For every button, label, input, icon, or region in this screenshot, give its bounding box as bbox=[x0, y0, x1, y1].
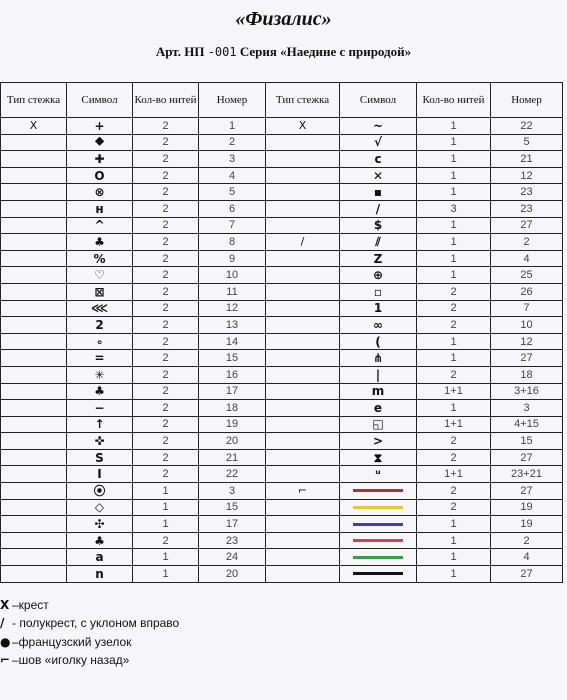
symbol-cell: % bbox=[67, 250, 133, 267]
stitch-type-cell bbox=[1, 134, 67, 151]
thread-count-cell: 2 bbox=[133, 366, 199, 383]
thread-count-cell: 2 bbox=[417, 449, 491, 466]
number-cell: 25 bbox=[491, 267, 563, 284]
stitch-type-cell bbox=[1, 184, 67, 201]
table-row bbox=[1, 433, 563, 450]
symbol-cell: + bbox=[67, 118, 133, 135]
thread-count-cell: 1 bbox=[417, 151, 491, 168]
legend-item bbox=[0, 653, 129, 667]
symbol-cell: c bbox=[340, 151, 417, 168]
symbol-cell: ⫽ bbox=[340, 234, 417, 251]
symbol-cell: ⊗ bbox=[67, 184, 133, 201]
thread-count-cell: 2 bbox=[417, 283, 491, 300]
number-cell: 5 bbox=[491, 134, 563, 151]
number-cell: 5 bbox=[199, 184, 266, 201]
legend-item bbox=[0, 598, 49, 612]
thread-count-cell: 2 bbox=[133, 317, 199, 334]
thread-count-cell: 2 bbox=[133, 234, 199, 251]
symbol-cell: > bbox=[340, 433, 417, 450]
thread-line-swatch bbox=[353, 572, 403, 575]
thread-count-cell: 2 bbox=[133, 118, 199, 135]
symbol-cell: ᵘ bbox=[340, 466, 417, 483]
stitch-type-cell: / bbox=[266, 234, 340, 251]
stitch-type-cell bbox=[1, 466, 67, 483]
stitch-type-cell bbox=[1, 383, 67, 400]
thread-count-cell: 2 bbox=[417, 499, 491, 516]
symbol-cell: / bbox=[340, 200, 417, 217]
stitch-type-cell bbox=[1, 449, 67, 466]
legend-item bbox=[0, 616, 179, 630]
thread-count-cell: 1 bbox=[417, 566, 491, 583]
thread-count-cell: 3 bbox=[417, 200, 491, 217]
stitch-type-cell bbox=[1, 234, 67, 251]
line-color-cell bbox=[340, 549, 417, 566]
thread-count-cell: 2 bbox=[133, 217, 199, 234]
number-cell: 27 bbox=[491, 217, 563, 234]
number-cell: 20 bbox=[199, 433, 266, 450]
header-stitch-type-left: Тип стежка bbox=[1, 83, 67, 118]
stitch-type-cell bbox=[1, 250, 67, 267]
legend-symbol: ⌐ bbox=[0, 653, 11, 667]
stitch-type-cell: X bbox=[1, 118, 67, 135]
thread-count-cell: 1 bbox=[417, 184, 491, 201]
number-cell: 17 bbox=[199, 516, 266, 533]
table-row bbox=[1, 333, 563, 350]
thread-count-cell: 2 bbox=[133, 400, 199, 417]
symbol-cell: I bbox=[67, 466, 133, 483]
symbol-cell: − bbox=[67, 400, 133, 417]
stitch-type-cell bbox=[266, 317, 340, 334]
stitch-type-cell bbox=[266, 416, 340, 433]
number-cell: 2 bbox=[199, 134, 266, 151]
thread-line-swatch bbox=[353, 506, 403, 509]
symbol-cell: ↑ bbox=[67, 416, 133, 433]
thread-count-cell: 1 bbox=[133, 549, 199, 566]
stitch-type-cell bbox=[1, 167, 67, 184]
thread-line-swatch bbox=[353, 556, 403, 559]
thread-count-cell: 1 bbox=[417, 532, 491, 549]
number-cell: 23 bbox=[199, 532, 266, 549]
stitch-type-cell bbox=[1, 350, 67, 367]
number-cell: 18 bbox=[199, 400, 266, 417]
thread-count-cell: 2 bbox=[133, 283, 199, 300]
symbol-cell: ✣ bbox=[67, 516, 133, 533]
number-cell: 12 bbox=[199, 300, 266, 317]
symbol-cell: ♣ bbox=[67, 234, 133, 251]
thread-count-cell: 1 bbox=[417, 118, 491, 135]
table-row bbox=[1, 267, 563, 284]
table-row bbox=[1, 200, 563, 217]
stitch-type-cell bbox=[266, 516, 340, 533]
stitch-type-cell bbox=[1, 566, 67, 583]
stitch-type-cell bbox=[266, 350, 340, 367]
thread-count-cell: 1 bbox=[417, 400, 491, 417]
symbol-cell: ⋔ bbox=[340, 350, 417, 367]
stitch-type-cell bbox=[1, 317, 67, 334]
stitch-type-cell bbox=[1, 200, 67, 217]
stitch-type-cell bbox=[1, 433, 67, 450]
thread-count-cell: 1 bbox=[133, 566, 199, 583]
number-cell: 19 bbox=[491, 499, 563, 516]
symbol-cell: ⋘ bbox=[67, 300, 133, 317]
stitch-type-cell: X bbox=[266, 118, 340, 135]
stitch-type-cell bbox=[266, 134, 340, 151]
header-number-right: Номер bbox=[491, 83, 563, 118]
legend-symbol: / bbox=[0, 616, 5, 630]
article-code: -001 bbox=[207, 45, 237, 59]
symbol-cell: ♣ bbox=[67, 532, 133, 549]
symbol-cell: e bbox=[340, 400, 417, 417]
number-cell: 2 bbox=[491, 532, 563, 549]
thread-count-cell: 1+1 bbox=[417, 416, 491, 433]
stitch-type-cell bbox=[266, 566, 340, 583]
symbol-cell: S bbox=[67, 449, 133, 466]
line-color-cell bbox=[340, 532, 417, 549]
symbol-cell: ⧗ bbox=[340, 449, 417, 466]
table-row bbox=[1, 400, 563, 417]
thread-count-cell: 2 bbox=[133, 416, 199, 433]
table-row bbox=[1, 118, 563, 135]
number-cell: 19 bbox=[199, 416, 266, 433]
thread-count-cell: 2 bbox=[133, 383, 199, 400]
symbol-cell: ∘ bbox=[67, 333, 133, 350]
number-cell: 1 bbox=[199, 118, 266, 135]
number-cell: 14 bbox=[199, 333, 266, 350]
table-row bbox=[1, 566, 563, 583]
number-cell: 23 bbox=[491, 184, 563, 201]
thread-count-cell: 2 bbox=[417, 300, 491, 317]
table-row bbox=[1, 184, 563, 201]
symbol-cell: 1 bbox=[340, 300, 417, 317]
symbol-cell: н bbox=[67, 200, 133, 217]
thread-line-swatch bbox=[353, 539, 403, 542]
symbol-cell: ⊕ bbox=[340, 267, 417, 284]
stitch-type-cell bbox=[266, 217, 340, 234]
number-cell: 10 bbox=[491, 317, 563, 334]
thread-count-cell: 2 bbox=[133, 433, 199, 450]
legend-symbol: ● bbox=[0, 635, 11, 649]
line-color-cell bbox=[340, 566, 417, 583]
stitch-type-cell bbox=[1, 499, 67, 516]
thread-count-cell: 2 bbox=[133, 333, 199, 350]
table-row bbox=[1, 217, 563, 234]
number-cell: 22 bbox=[199, 466, 266, 483]
table-row bbox=[1, 234, 563, 251]
number-cell: 26 bbox=[491, 283, 563, 300]
thread-count-cell: 2 bbox=[133, 134, 199, 151]
symbol-cell: ◱ bbox=[340, 416, 417, 433]
stitch-type-cell bbox=[1, 151, 67, 168]
stitch-type-cell bbox=[266, 466, 340, 483]
pattern-title: «Физалис» bbox=[235, 8, 332, 30]
symbol-cell: ♡ bbox=[67, 267, 133, 284]
thread-count-cell: 1 bbox=[417, 217, 491, 234]
number-cell: 19 bbox=[491, 516, 563, 533]
number-cell: 13 bbox=[199, 317, 266, 334]
thread-count-cell: 2 bbox=[133, 184, 199, 201]
symbol-cell: ✚ bbox=[67, 151, 133, 168]
stitch-type-cell bbox=[266, 167, 340, 184]
symbol-cell: Z bbox=[340, 250, 417, 267]
thread-count-cell: 2 bbox=[417, 433, 491, 450]
table-row bbox=[1, 317, 563, 334]
symbol-cell: = bbox=[67, 350, 133, 367]
header-number-left: Номер bbox=[199, 83, 266, 118]
thread-count-cell: 2 bbox=[133, 167, 199, 184]
number-cell: 15 bbox=[199, 499, 266, 516]
stitch-type-cell bbox=[1, 267, 67, 284]
stitch-type-cell bbox=[1, 549, 67, 566]
thread-count-cell: 1 bbox=[417, 549, 491, 566]
number-cell: 3+16 bbox=[491, 383, 563, 400]
stitch-type-cell: ⌐ bbox=[266, 483, 340, 500]
number-cell: 11 bbox=[199, 283, 266, 300]
thread-count-cell: 1+1 bbox=[417, 466, 491, 483]
symbol-cell: ✜ bbox=[67, 433, 133, 450]
stitch-type-cell bbox=[1, 416, 67, 433]
header-symbol-left: Символ bbox=[67, 83, 133, 118]
thread-count-cell: 1 bbox=[133, 483, 199, 500]
number-cell: 27 bbox=[491, 566, 563, 583]
symbol-cell: ▪ bbox=[340, 184, 417, 201]
legend-item bbox=[0, 635, 131, 649]
thread-count-cell: 2 bbox=[133, 449, 199, 466]
table-row bbox=[1, 449, 563, 466]
thread-count-cell: 1 bbox=[133, 516, 199, 533]
thread-count-cell: 2 bbox=[133, 532, 199, 549]
symbol-cell: n bbox=[67, 566, 133, 583]
table-row bbox=[1, 300, 563, 317]
pattern-subtitle bbox=[0, 44, 567, 60]
number-cell: 7 bbox=[491, 300, 563, 317]
thread-count-cell: 1 bbox=[133, 499, 199, 516]
symbol-cell: ⦿ bbox=[67, 483, 133, 500]
number-cell: 2 bbox=[491, 234, 563, 251]
thread-count-cell: 2 bbox=[417, 317, 491, 334]
symbol-cell: a bbox=[67, 549, 133, 566]
thread-count-cell: 2 bbox=[133, 300, 199, 317]
table-row bbox=[1, 350, 563, 367]
symbol-cell: ♣ bbox=[67, 383, 133, 400]
number-cell: 4 bbox=[491, 250, 563, 267]
number-cell: 21 bbox=[199, 449, 266, 466]
stitch-type-cell bbox=[266, 184, 340, 201]
thread-count-cell: 1 bbox=[417, 333, 491, 350]
number-cell: 17 bbox=[199, 383, 266, 400]
number-cell: 4 bbox=[491, 549, 563, 566]
symbol-cell: ✕ bbox=[340, 167, 417, 184]
table-row bbox=[1, 134, 563, 151]
thread-count-cell: 1+1 bbox=[417, 383, 491, 400]
stitch-type-cell bbox=[1, 483, 67, 500]
stitch-type-cell bbox=[1, 283, 67, 300]
header-symbol-right: Символ bbox=[340, 83, 417, 118]
thread-count-cell: 2 bbox=[133, 200, 199, 217]
symbol-cell: m bbox=[340, 383, 417, 400]
stitch-type-cell bbox=[1, 400, 67, 417]
thread-count-cell: 2 bbox=[417, 483, 491, 500]
number-cell: 21 bbox=[491, 151, 563, 168]
header-thread-count-right: Кол-во нитей bbox=[417, 83, 491, 118]
table-row bbox=[1, 167, 563, 184]
stitch-type-cell bbox=[1, 333, 67, 350]
number-cell: 12 bbox=[491, 333, 563, 350]
series-name: Серия «Наедине с природой» bbox=[239, 44, 412, 59]
table-row bbox=[1, 383, 563, 400]
table-row bbox=[1, 416, 563, 433]
symbol-cell: ~ bbox=[340, 118, 417, 135]
thread-line-swatch bbox=[353, 489, 403, 492]
number-cell: 8 bbox=[199, 234, 266, 251]
stitch-type-cell bbox=[1, 366, 67, 383]
table-row bbox=[1, 466, 563, 483]
number-cell: 4 bbox=[199, 167, 266, 184]
number-cell: 23+21 bbox=[491, 466, 563, 483]
symbol-cell: 2 bbox=[67, 317, 133, 334]
thread-count-cell: 2 bbox=[417, 366, 491, 383]
stitch-type-cell bbox=[266, 449, 340, 466]
thread-count-cell: 1 bbox=[417, 250, 491, 267]
thread-line-swatch bbox=[353, 523, 403, 526]
number-cell: 27 bbox=[491, 449, 563, 466]
table-header-row bbox=[1, 83, 563, 118]
number-cell: 3 bbox=[491, 400, 563, 417]
thread-count-cell: 1 bbox=[417, 134, 491, 151]
header-thread-count-left: Кол-во нитей bbox=[133, 83, 199, 118]
number-cell: 6 bbox=[199, 200, 266, 217]
symbol-cell: ∞ bbox=[340, 317, 417, 334]
symbol-cell: ( bbox=[340, 333, 417, 350]
stitch-type-cell bbox=[266, 283, 340, 300]
number-cell: 18 bbox=[491, 366, 563, 383]
number-cell: 15 bbox=[199, 350, 266, 367]
stitch-type-cell bbox=[266, 200, 340, 217]
thread-count-cell: 1 bbox=[417, 234, 491, 251]
stitch-type-cell bbox=[1, 532, 67, 549]
thread-count-cell: 2 bbox=[133, 350, 199, 367]
line-color-cell bbox=[340, 483, 417, 500]
stitch-type-cell bbox=[266, 267, 340, 284]
number-cell: 20 bbox=[199, 566, 266, 583]
number-cell: 3 bbox=[199, 151, 266, 168]
stitch-type-cell bbox=[266, 383, 340, 400]
table-row bbox=[1, 151, 563, 168]
number-cell: 15 bbox=[491, 433, 563, 450]
stitch-type-cell bbox=[266, 400, 340, 417]
table-row bbox=[1, 516, 563, 533]
number-cell: 24 bbox=[199, 549, 266, 566]
header-stitch-type-right: Тип стежка bbox=[266, 83, 340, 118]
stitch-type-cell bbox=[266, 333, 340, 350]
thread-count-cell: 1 bbox=[417, 267, 491, 284]
stitch-type-cell bbox=[266, 433, 340, 450]
thread-count-cell: 2 bbox=[133, 466, 199, 483]
stitch-type-cell bbox=[266, 549, 340, 566]
stitch-type-cell bbox=[266, 366, 340, 383]
number-cell: 4+15 bbox=[491, 416, 563, 433]
number-cell: 12 bbox=[491, 167, 563, 184]
symbol-cell: ^ bbox=[67, 217, 133, 234]
stitch-type-cell bbox=[266, 250, 340, 267]
legend-text: –крест bbox=[12, 598, 49, 612]
line-color-cell bbox=[340, 499, 417, 516]
number-cell: 10 bbox=[199, 267, 266, 284]
number-cell: 7 bbox=[199, 217, 266, 234]
number-cell: 23 bbox=[491, 200, 563, 217]
thread-count-cell: 1 bbox=[417, 350, 491, 367]
line-color-cell bbox=[340, 516, 417, 533]
stitch-type-cell bbox=[266, 151, 340, 168]
number-cell: 22 bbox=[491, 118, 563, 135]
thread-key-table bbox=[0, 82, 563, 583]
number-cell: 27 bbox=[491, 483, 563, 500]
symbol-cell: ◇ bbox=[67, 499, 133, 516]
symbol-cell: ⯁ bbox=[67, 134, 133, 151]
thread-count-cell: 1 bbox=[417, 516, 491, 533]
symbol-cell: O bbox=[67, 167, 133, 184]
table-row bbox=[1, 549, 563, 566]
number-cell: 3 bbox=[199, 483, 266, 500]
symbol-cell: ✳ bbox=[67, 366, 133, 383]
table-row bbox=[1, 366, 563, 383]
legend-text: - полукрест, с уклоном вправо bbox=[12, 616, 180, 630]
table-row bbox=[1, 532, 563, 549]
legend-text: –шов «иголку назад» bbox=[12, 653, 130, 667]
stitch-type-cell bbox=[1, 516, 67, 533]
thread-count-cell: 2 bbox=[133, 151, 199, 168]
stitch-type-cell bbox=[266, 532, 340, 549]
number-cell: 27 bbox=[491, 350, 563, 367]
symbol-cell: √ bbox=[340, 134, 417, 151]
thread-count-cell: 1 bbox=[417, 167, 491, 184]
symbol-cell: $ bbox=[340, 217, 417, 234]
table-row bbox=[1, 250, 563, 267]
number-cell: 9 bbox=[199, 250, 266, 267]
symbol-cell: ▫ bbox=[340, 283, 417, 300]
symbol-cell: | bbox=[340, 366, 417, 383]
thread-count-cell: 2 bbox=[133, 250, 199, 267]
table-row bbox=[1, 283, 563, 300]
stitch-type-cell bbox=[266, 499, 340, 516]
thread-count-cell: 2 bbox=[133, 267, 199, 284]
article-prefix: Арт. НП bbox=[155, 44, 205, 59]
number-cell: 16 bbox=[199, 366, 266, 383]
table-row bbox=[1, 483, 563, 500]
stitch-type-cell bbox=[266, 300, 340, 317]
table-row bbox=[1, 499, 563, 516]
symbol-cell: ⊠ bbox=[67, 283, 133, 300]
legend-symbol: X bbox=[0, 598, 10, 612]
stitch-type-cell bbox=[1, 217, 67, 234]
legend-text: –французский узелок bbox=[12, 635, 132, 649]
stitch-type-cell bbox=[1, 300, 67, 317]
